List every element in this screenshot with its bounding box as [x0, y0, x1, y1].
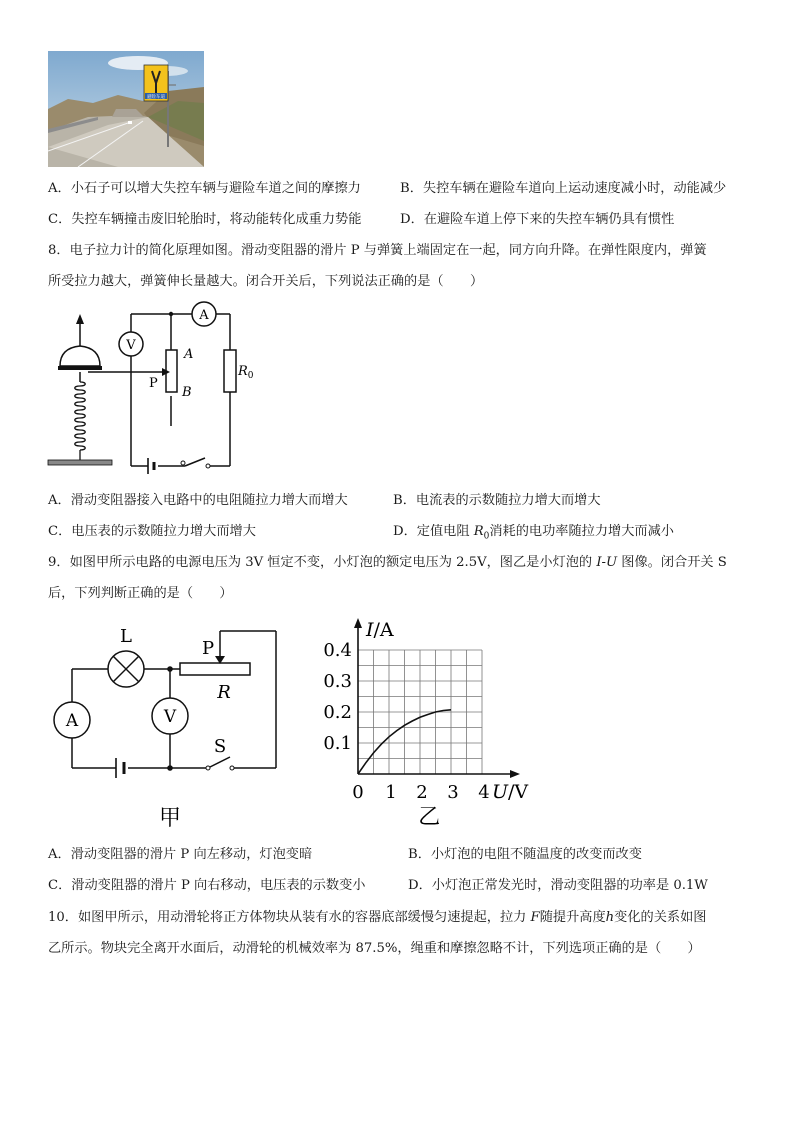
q9-stem-line1: 9．如图甲所示电路的电源电压为 3V 恒定不变，小灯泡的额定电压为 2.5V，图乙是小灯泡的 I-U 图像。闭合开关 S	[48, 555, 727, 570]
chart-axes	[354, 618, 520, 778]
chart-y-tick-label: 0.4	[323, 640, 352, 661]
q7-option-a: A．小石子可以增大失控车辆与避险车道之间的摩擦力	[48, 181, 361, 196]
q8-end-a-label: A	[184, 347, 194, 362]
q8-stem-line1: 8．电子拉力计的简化原理如图。滑动变阻器的滑片 P 与弹簧上端固定在一起，同方向升降。在弹性限度内，弹簧	[48, 243, 707, 258]
chart-y-axis-label: I/A	[366, 619, 394, 641]
q9-option-c: C．滑动变阻器的滑片 P 向右移动，电压表的示数变小	[48, 878, 366, 893]
q8-voltmeter-label: V	[126, 338, 136, 353]
q10-stem-line2: 乙所示。物块完全离开水面后，动滑轮的机械效率为 87.5%，绳重和摩擦忽略不计，下列选项正确的是（ ）	[48, 941, 701, 956]
sign-text: 避险车道	[147, 95, 165, 100]
q9-chart-caption: 乙	[418, 805, 441, 830]
q8-option-b: B．电流表的示数随拉力增大而增大	[393, 493, 601, 508]
chart-x-tick-label: 2	[416, 782, 428, 803]
q8-circuit-diagram	[40, 296, 270, 474]
q8-stem-line2: 所受拉力越大，弹簧伸长量越大。闭合开关后，下列说法正确的是（ ）	[48, 274, 484, 289]
q9-option-b: B．小灯泡的电阻不随温度的改变而改变	[408, 847, 642, 862]
escape-lane-illustration	[48, 51, 204, 167]
q7-option-c: C．失控车辆撞击废旧轮胎时，将动能转化成重力势能	[48, 212, 362, 227]
chart-grid	[358, 650, 482, 774]
q9-switch-label: S	[213, 736, 227, 757]
q9-iu-chart	[316, 612, 556, 832]
chart-tick-labels	[323, 640, 489, 803]
q9-voltmeter-label: V	[163, 707, 177, 727]
chart-x-axis-arrow	[510, 770, 520, 778]
q9-option-d: D．小灯泡正常发光时，滑动变阻器的功率是 0.1W	[408, 878, 708, 893]
q8-option-c: C．电压表的示数随拉力增大而增大	[48, 524, 256, 539]
q8-option-a: A．滑动变阻器接入电路中的电阻随拉力增大而增大	[48, 493, 348, 508]
chart-x-tick-label: 1	[385, 782, 397, 803]
q9-stem-line2: 后，下列判断正确的是（ ）	[48, 586, 233, 601]
chart-x-axis-label: U/V	[492, 781, 529, 803]
q8-slider-label: P	[149, 376, 158, 391]
q7-option-b: B．失控车辆在避险车道向上运动速度减小时，动能减少	[400, 181, 727, 196]
chart-x-tick-label: 3	[447, 782, 459, 803]
q9-circuit-caption: 甲	[158, 806, 182, 831]
q8-ammeter-label: A	[199, 308, 209, 323]
chart-y-tick-label: 0.3	[323, 671, 352, 692]
q9-rheostat-label: R	[217, 682, 231, 703]
q8-option-d: D．定值电阻 $R_0$消耗的电功率随拉力增大而减小	[393, 524, 674, 542]
q8-r0-label: $R_0$	[238, 364, 254, 381]
q10-stem-line1: 10．如图甲所示，用动滑轮将正方体物块从装有水的容器底部缓慢匀速提起，拉力 F随提升高度h变化的关系如图	[48, 910, 707, 925]
chart-y-tick-label: 0.1	[323, 733, 352, 754]
chart-origin-label: 0	[352, 782, 364, 803]
chart-x-tick-label: 4	[478, 782, 490, 803]
q9-option-a: A．滑动变阻器的滑片 P 向左移动，灯泡变暗	[48, 847, 313, 862]
q7-option-d: D．在避险车道上停下来的失控车辆仍具有惯性	[400, 212, 675, 227]
q8-end-b-label: B	[182, 385, 192, 400]
q9-lamp-label: L	[120, 626, 132, 647]
q9-ammeter-label: A	[65, 711, 79, 731]
chart-y-tick-label: 0.2	[323, 702, 352, 723]
q9-circuit-diagram	[48, 618, 288, 833]
chart-y-axis-arrow	[354, 618, 362, 628]
q9-slider-label: P	[201, 638, 215, 659]
escape-lane-photo	[48, 51, 204, 167]
